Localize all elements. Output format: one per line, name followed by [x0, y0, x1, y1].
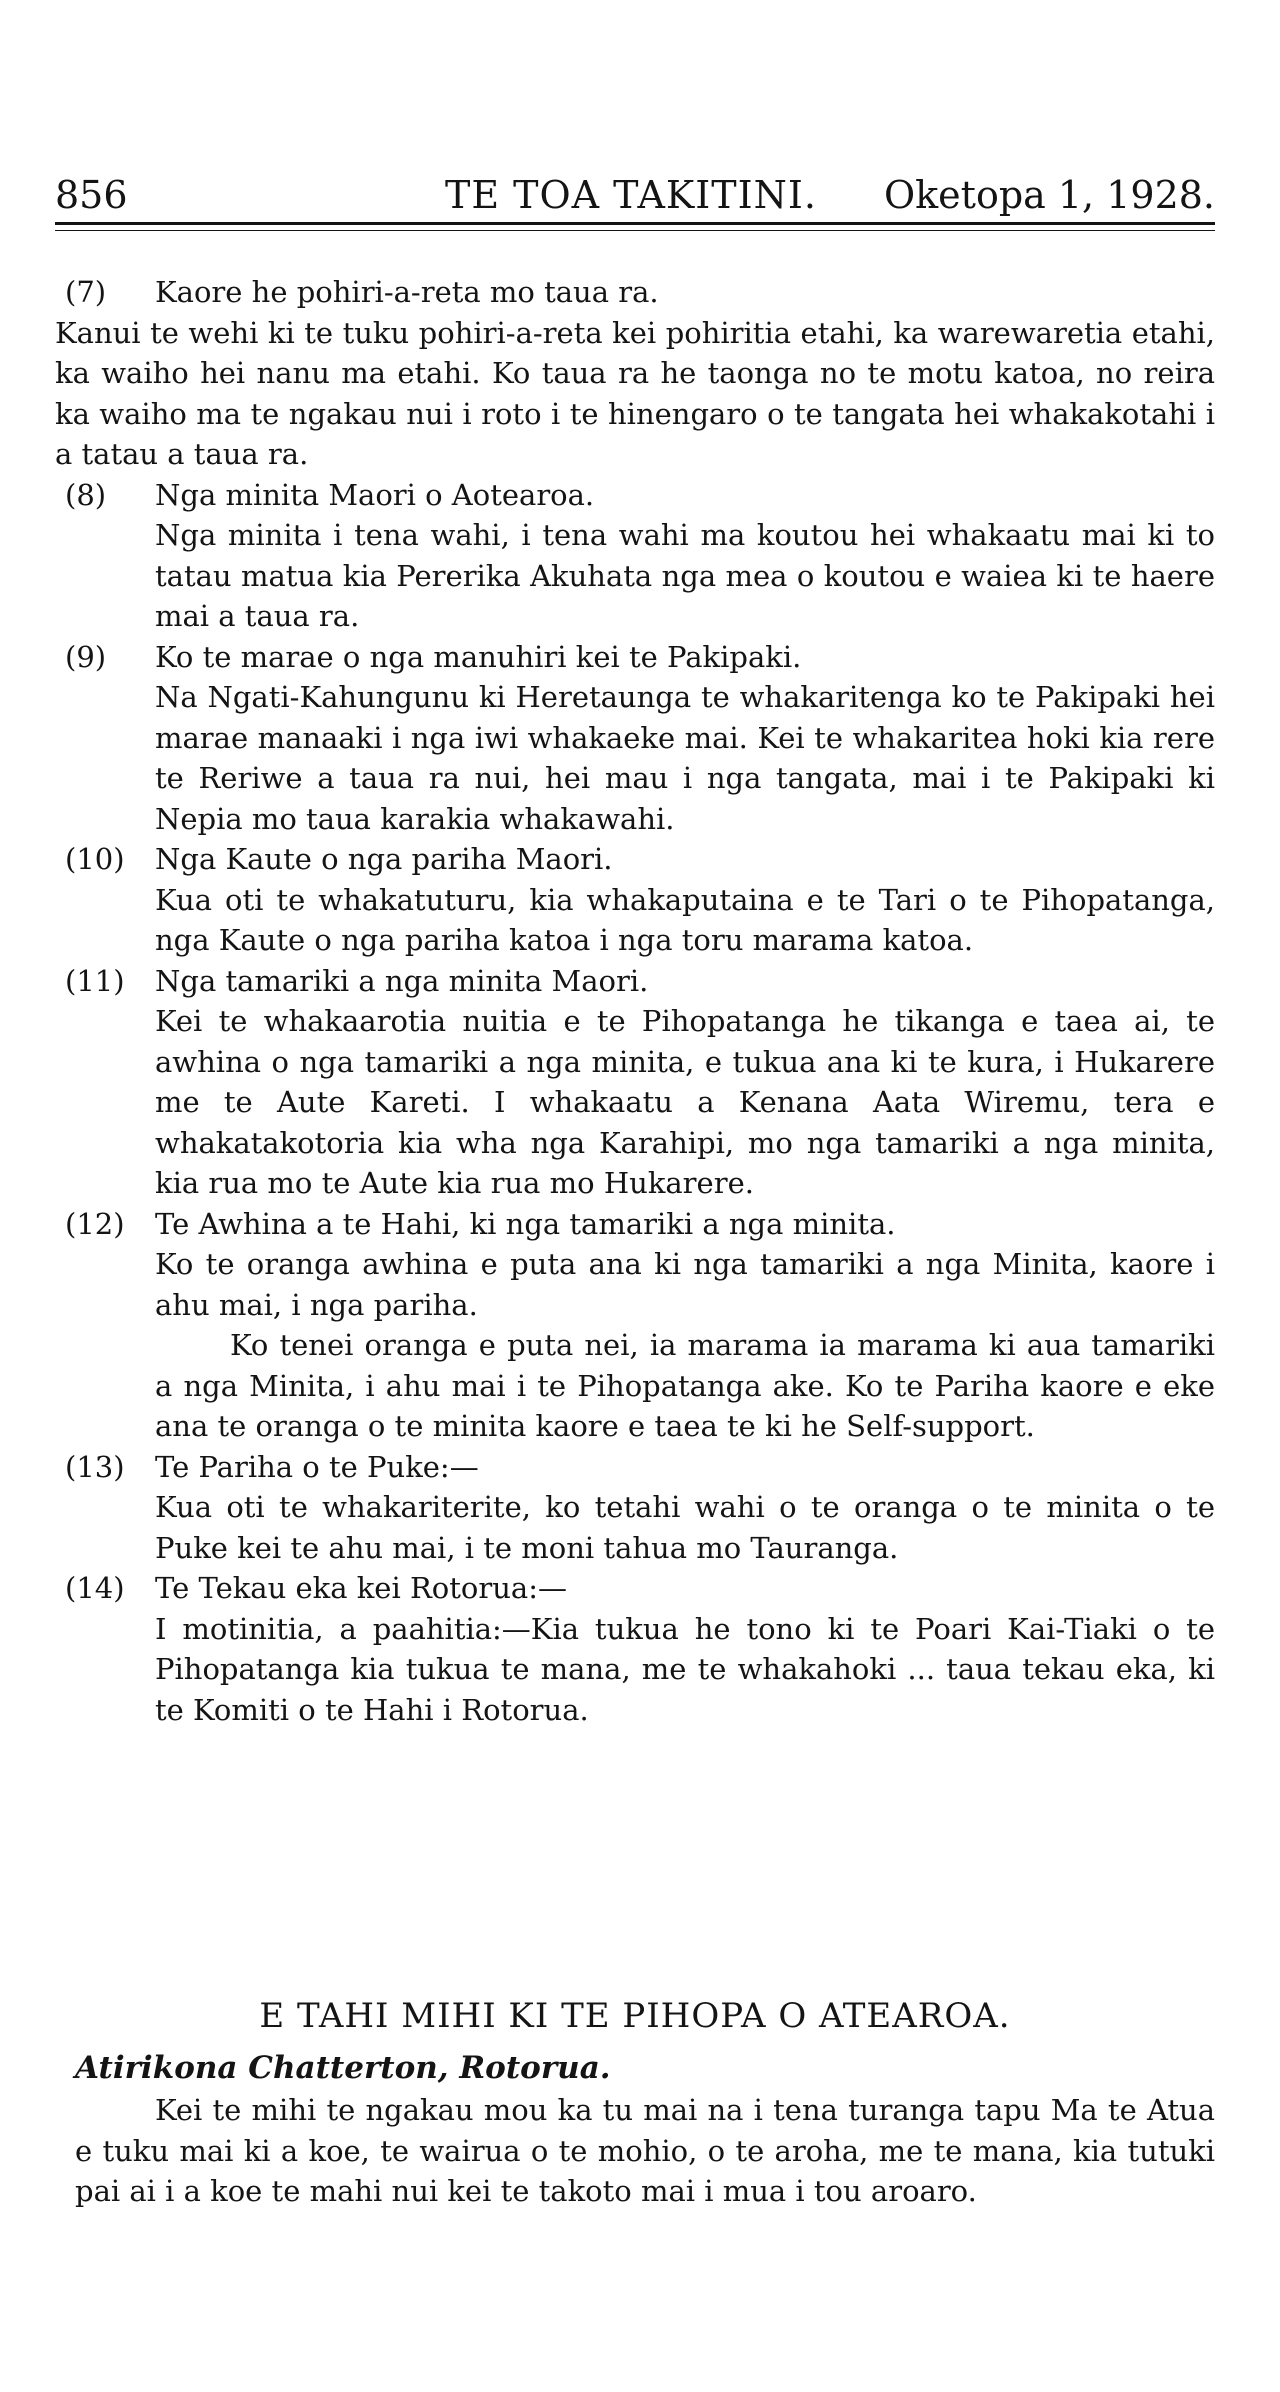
page-header: [55, 170, 1215, 220]
numbered-items: [55, 272, 1215, 1730]
item-10: [55, 839, 1215, 961]
item-number: (11): [65, 963, 125, 998]
item-title: Te Awhina a te Hahi, ki nga tamariki a nga minita.: [155, 1206, 896, 1241]
item-number: (14): [65, 1571, 125, 1605]
item-body-continued: Ko tenei oranga e puta nei, ia marama ia marama ki aua tamariki a nga Minita, i ahu mai i te Pihopatanga ake. Ko te Pariha kaore e eke ana te oranga o te minita kaore e taea te ki he Self-support.: [155, 1328, 1215, 1443]
item-title: Te Pariha o te Puke:—: [155, 1449, 479, 1484]
item-number: (8): [65, 477, 107, 512]
item-body: Kanui te wehi ki te tuku pohiri-a-reta kei pohiritia etahi, ka warewaretia etahi, ka waiho hei nanu ma etahi. Ko taua ra he taonga no te motu katoa, no reira ka waiho ma te ngakau nui i roto i te hinengaro o te tangata hei whakakotahi i a tatau a taua ra.: [55, 315, 1215, 471]
item-number: (12): [65, 1206, 125, 1241]
item-body: Kua oti te whakariterite, ko tetahi wahi o te oranga o te minita o te Puke kei te ahu mai, i te moni tahua mo Tauranga.: [155, 1490, 1215, 1565]
item-8: [55, 475, 1215, 637]
item-title: Kaore he pohiri-a-reta mo taua ra.: [155, 275, 659, 309]
greeting-paragraph: Kei te mihi te ngakau mou ka tu mai na i tena turanga tapu Ma te Atua e tuku mai ki a koe, te wairua o te mohio, o te aroha, me te mana, kia tutuki pai ai i a koe te mahi nui kei te takoto mai i mua i tou aroaro.: [75, 2093, 1215, 2208]
item-number: (9): [65, 639, 107, 674]
item-11: [55, 961, 1215, 1204]
item-13: [55, 1447, 1215, 1569]
item-12: [55, 1204, 1215, 1447]
item-7: [55, 272, 1215, 475]
publication-title: TE TOA TAKITINI.: [445, 173, 817, 217]
header-rule-thick: [55, 222, 1215, 225]
item-14: [55, 1568, 1215, 1730]
item-title: Nga minita Maori o Aotearoa.: [155, 477, 595, 512]
author-line: Atirikona Chatterton, Rotorua.: [75, 2050, 611, 2086]
section-heading: E TAHI MIHI KI TE PIHOPA O ATEAROA.: [259, 1996, 1011, 2036]
item-body: Na Ngati-Kahungunu ki Heretaunga te whakaritenga ko te Pakipaki hei marae manaaki i nga iwi whakaeke mai. Kei te whakaritea hoki kia rere te Reriwe a taua ra nui, hei mau i nga tangata, mai i te Pakipaki ki Nepia mo taua karakia whakawahi.: [155, 680, 1215, 836]
item-title: Ko te marae o nga manuhiri kei te Pakipaki.: [155, 639, 802, 674]
item-body: I motinitia, a paahitia:—Kia tukua he tono ki te Poari Kai-Tiaki o te Pihopatanga kia tukua te mana, me te whakahoki ... taua tekau eka, ki te Komiti o te Hahi i Rotorua.: [155, 1611, 1215, 1727]
item-title: Te Tekau eka kei Rotorua:—: [155, 1571, 567, 1605]
item-body: Kua oti te whakatuturu, kia whakaputaina e te Tari o te Pihopatanga, nga Kaute o nga pariha katoa i nga toru marama katoa.: [155, 882, 1215, 957]
page-number: 856: [55, 173, 128, 217]
item-title: Nga Kaute o nga pariha Maori.: [155, 842, 613, 876]
issue-date: Oketopa 1, 1928.: [884, 173, 1215, 217]
item-number: (13): [65, 1449, 125, 1484]
item-9: [55, 637, 1215, 840]
header-rule-thin: [55, 230, 1215, 231]
item-title: Nga tamariki a nga minita Maori.: [155, 963, 649, 998]
item-body: Ko te oranga awhina e puta ana ki nga tamariki a nga Minita, kaore i ahu mai, i nga pariha.: [155, 1247, 1215, 1322]
item-body: Nga minita i tena wahi, i tena wahi ma koutou hei whakaatu mai ki to tatau matua kia Pererika Akuhata nga mea o koutou e waiea ki te haere mai a taua ra.: [155, 518, 1215, 633]
item-number: (10): [65, 842, 125, 876]
item-body: Kei te whakaarotia nuitia e te Pihopatanga he tikanga e taea ai, te awhina o nga tamariki a nga minita, e tukua ana ki te kura, i Hukarere me te Aute Kareti. I whakaatu a Kenana Aata Wiremu, tera e whakatakotoria kia wha nga Karahipi, mo nga tamariki a nga minita, kia rua mo te Aute kia rua mo Hukarere.: [155, 1004, 1215, 1200]
item-number: (7): [65, 275, 107, 309]
